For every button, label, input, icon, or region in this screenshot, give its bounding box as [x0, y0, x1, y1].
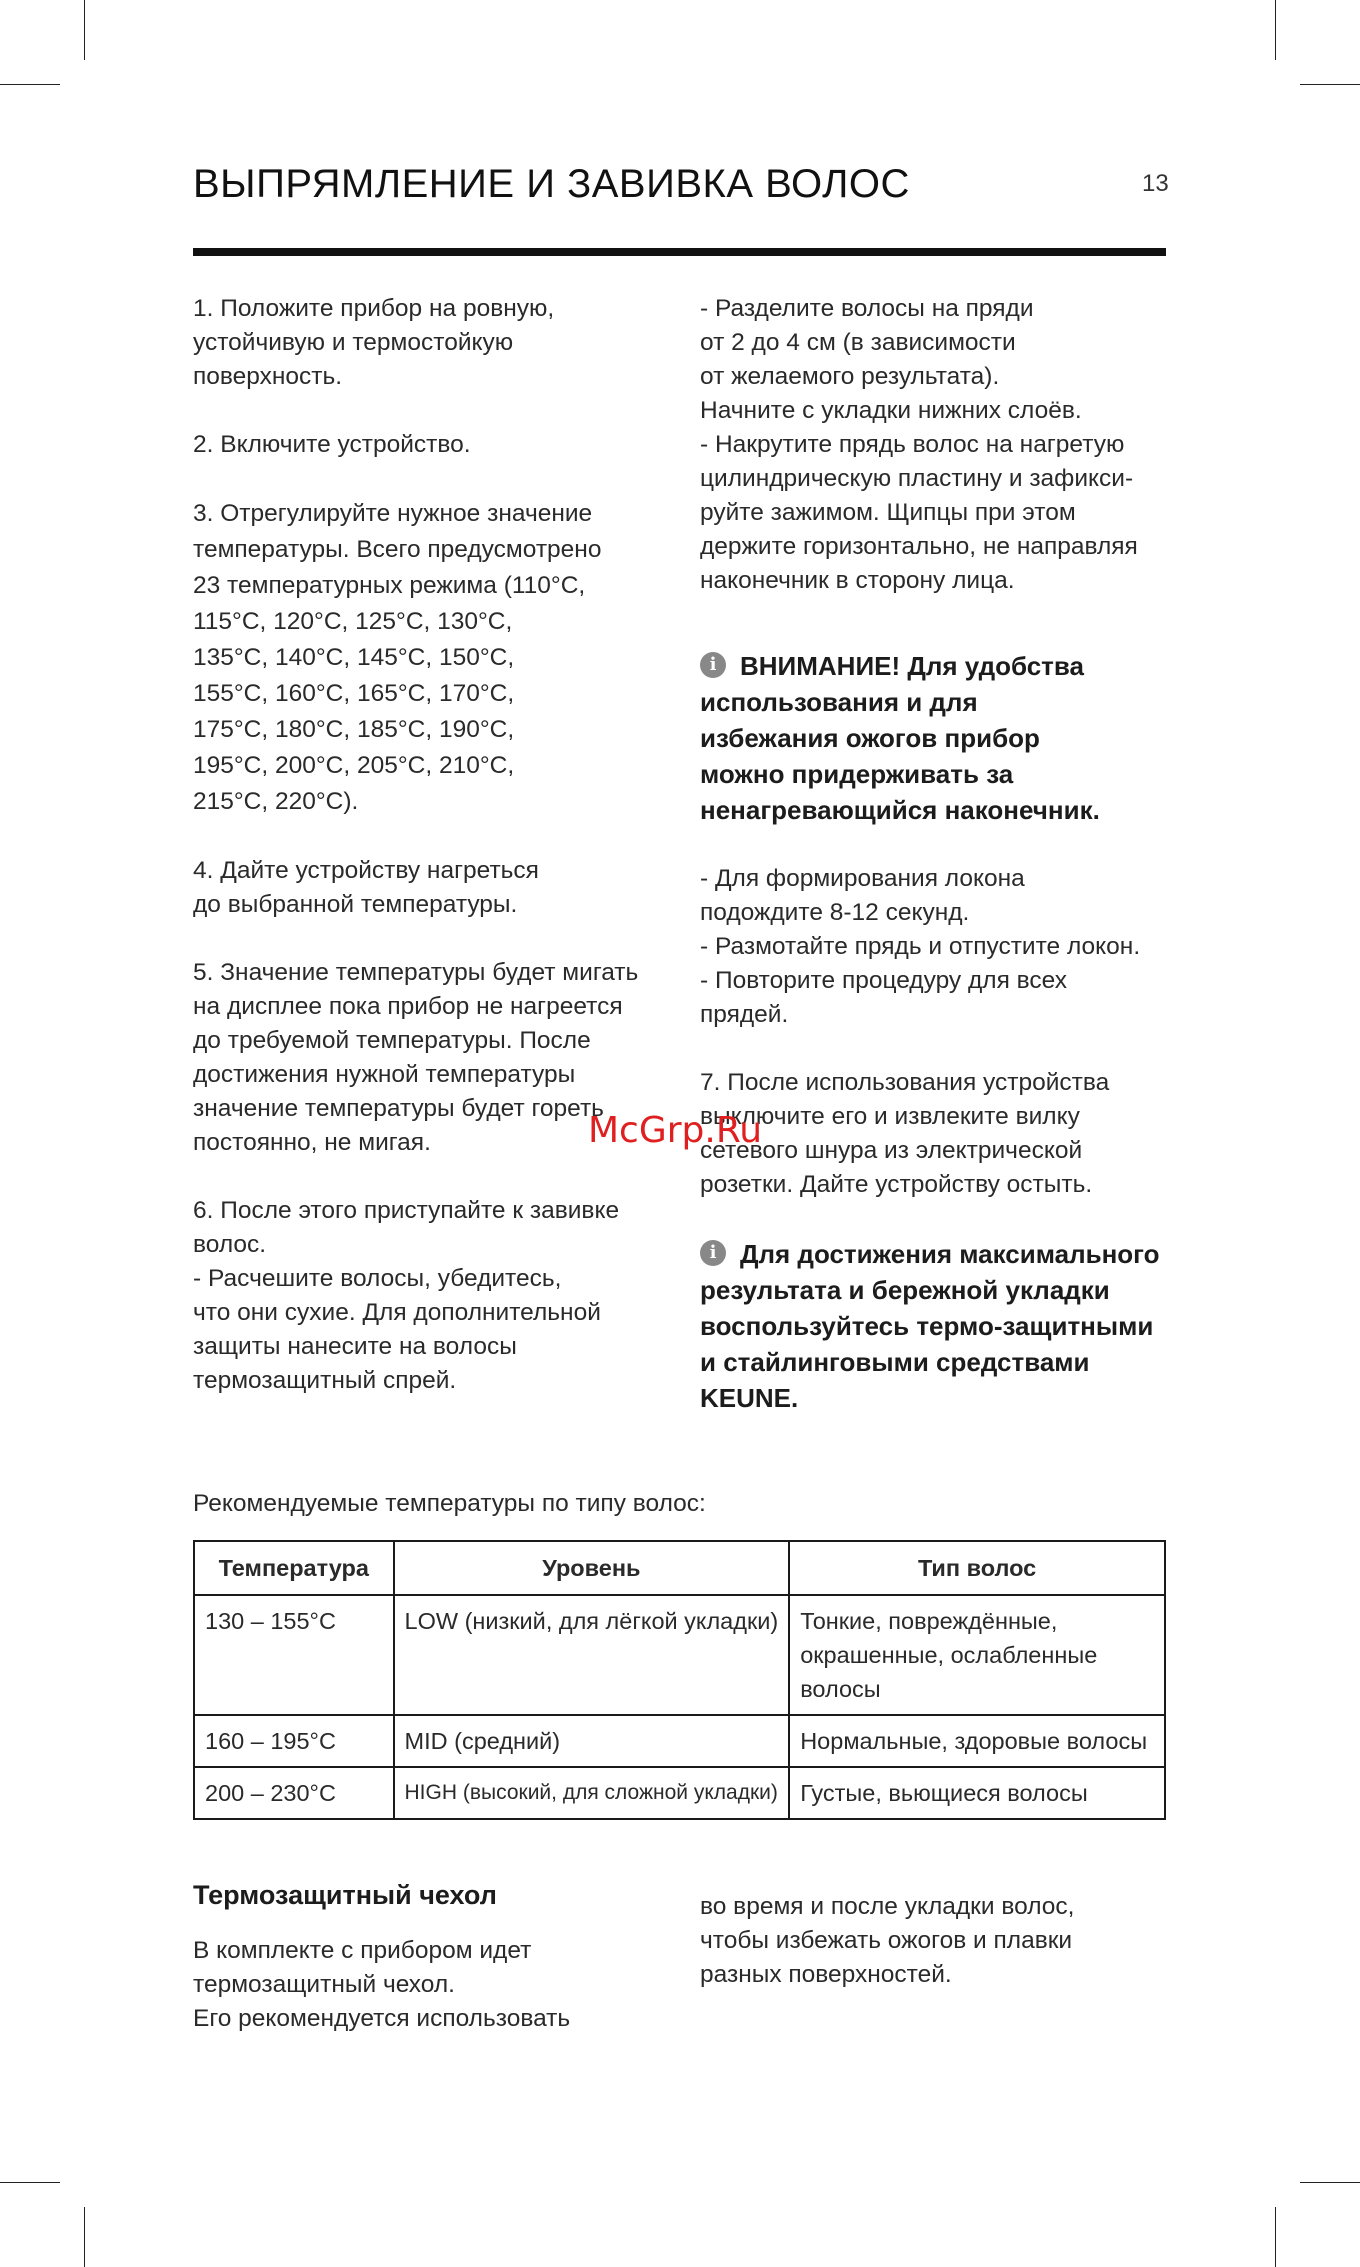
warning-block: [700, 648, 1170, 828]
curl-steps: - Для формирования локона подождите 8-12 секунд. - Размотайте прядь и отпустите локон. - Повторите процедуру для всех прядей.: [700, 865, 1141, 1028]
cell-level: MID (средний): [394, 1715, 790, 1767]
case-section-title: Термозащитный чехол: [193, 1880, 497, 1910]
step-3: 3. Отрегулируйте нужное значение температуры. Всего предусмотрено 23 температурных режима (110°C, 115°C, 120°C, 125°C, 130°C, 135°C, 140°C, 145°C, 150°C, 155°C, 160°C, 165°C, 170°C, 175°C, 180°C, 185°C, 190°C, 195°C, 200°C, 205°C, 210°C, 215°C, 220°C).: [193, 500, 602, 815]
page-number: 13: [1142, 170, 1169, 197]
cell-hair-type: Тонкие, повреждённые, окрашенные, ослабленные волосы: [789, 1595, 1165, 1715]
table-header-row: [194, 1541, 1165, 1595]
title-rule: [193, 248, 1166, 256]
cell-temperature: 200 – 230°C: [194, 1767, 394, 1819]
step-6-continued: - Разделите волосы на пряди от 2 до 4 см (в зависимости от желаемого результата). Начните с укладки нижних слоёв. - Накрутите прядь волос на нагретую цилиндрическую пластину и зафикси- руйте зажимом. Щипцы при этом держите горизонтально, не направляя наконечник в сторону лица.: [700, 295, 1138, 594]
step-6: 6. После этого приступайте к завивке волос. - Расчешите волосы, убедитесь, что они сухие. Для дополнительной защиты нанесите на волосы термозащитный спрей.: [193, 1197, 620, 1394]
header-level: Уровень: [394, 1541, 790, 1595]
step-5: 5. Значение температуры будет мигать на дисплее пока прибор не нагреется до требуемой температуры. После достижения нужной температуры значение температуры будет гореть постоянно, не мигая.: [193, 959, 639, 1156]
table-caption: Рекомендуемые температуры по типу волос:: [193, 1490, 706, 1517]
crop-mark: [1275, 0, 1276, 60]
tip-block: [700, 1236, 1170, 1416]
crop-mark: [1300, 2182, 1360, 2183]
cell-temperature: 130 – 155°C: [194, 1595, 394, 1715]
step-4: 4. Дайте устройству нагреться до выбранной температуры.: [193, 857, 539, 918]
crop-mark: [1275, 2207, 1276, 2267]
table-row: [194, 1767, 1165, 1819]
step-7: 7. После использования устройства выключите его и извлеките вилку сетевого шнура из электрической розетки. Дайте устройству остыть.: [700, 1069, 1110, 1198]
cell-level: HIGH (высокий, для сложной укладки): [394, 1767, 790, 1819]
header-hair-type: Тип волос: [789, 1541, 1165, 1595]
info-icon: i: [700, 652, 726, 678]
cell-hair-type: Густые, вьющиеся волосы: [789, 1767, 1165, 1819]
crop-mark: [84, 0, 85, 60]
table-row: [194, 1715, 1165, 1767]
info-icon: i: [700, 1240, 726, 1266]
cell-level: LOW (низкий, для лёгкой укладки): [394, 1595, 790, 1715]
table-row: [194, 1595, 1165, 1715]
case-section-text-left: В комплекте с прибором идет термозащитный чехол. Его рекомендуется использовать: [193, 1937, 571, 2032]
temperature-table: [193, 1540, 1166, 1820]
cell-hair-type: Нормальные, здоровые волосы: [789, 1715, 1165, 1767]
header-temperature: Температура: [194, 1541, 394, 1595]
cell-temperature: 160 – 195°C: [194, 1715, 394, 1767]
tip-text: Для достижения максимального результата и бережной укладки воспользуйтесь термо-защитными и стайлинговыми средствами KEUNE.: [700, 1239, 1160, 1413]
crop-mark: [84, 2207, 85, 2267]
step-1: 1. Положите прибор на ровную, устойчивую и термостойкую поверхность.: [193, 295, 555, 390]
watermark: McGrp.Ru: [588, 1110, 763, 1151]
crop-mark: [1300, 84, 1360, 85]
warning-text: ВНИМАНИЕ! Для удобства использования и для избежания ожогов прибор можно придерживать за ненагревающийся наконечник.: [700, 651, 1100, 825]
step-2: 2. Включите устройство.: [193, 431, 471, 458]
page-title: ВЫПРЯМЛЕНИЕ И ЗАВИВКА ВОЛОС: [193, 162, 910, 206]
right-column: [700, 292, 1170, 1416]
left-column: [193, 292, 663, 1398]
crop-mark: [0, 2182, 60, 2183]
case-section-text-right: во время и после укладки волос, чтобы избежать ожогов и плавки разных поверхностей.: [700, 1893, 1075, 1988]
crop-mark: [0, 84, 60, 85]
